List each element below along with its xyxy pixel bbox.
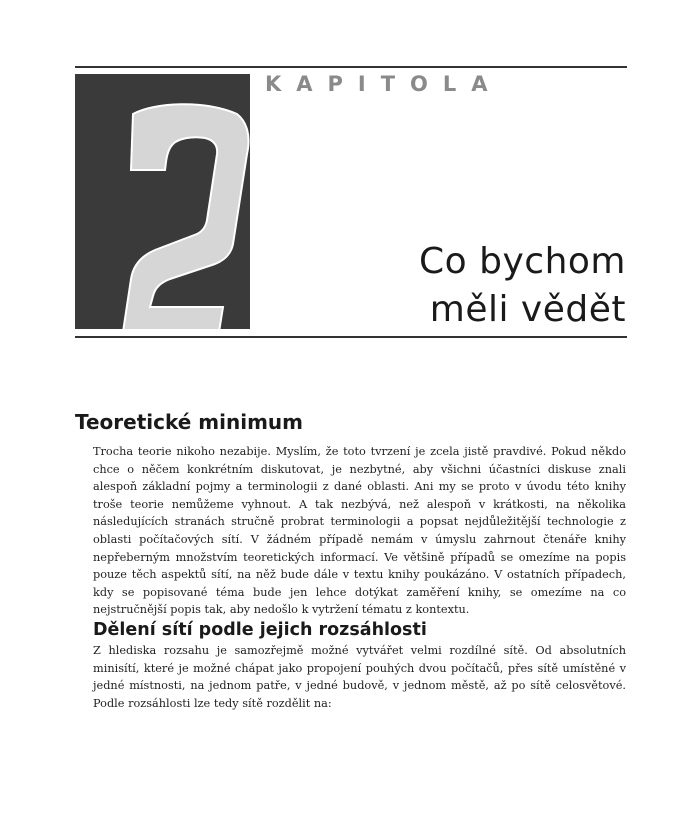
chapter-number	[75, 74, 250, 329]
bottom-rule	[75, 336, 627, 338]
chapter-label: KAPITOLA	[265, 72, 503, 96]
svg-text:2: 2	[75, 74, 76, 75]
chapter-title-line-1: Co bychom	[419, 241, 626, 282]
chapter-title-line-2: měli vědět	[429, 289, 626, 330]
top-rule	[75, 66, 627, 68]
chapter-title	[419, 238, 626, 334]
section-paragraph-theory: Trocha teorie nikoho nezabije. Myslím, že toto tvrzení je zcela jistě pravdivé. Pokud někdo chce o něčem konkrétním diskutovat, je nezbytné, aby všichni účastníci diskuse znali alespoň základní pojmy a terminologii z dané oblasti. Ani my se proto v úvodu této knihy troše teorie nemůžeme vyhnout. A tak nezbývá, než alespoň v krátkosti, na několika následujících stranách stručně probrat terminologii a popsat nejdůležitější technologie z oblasti počítačových sítí. V žádném případě nemám v úmyslu zahrnout čtenáře knihy nepřeberným množstvím teoretických informací. Ve většině případů se omezíme na popis pouze těch aspektů sítí, na něž bude dále v textu knihy poukázáno. V ostatních případech, kdy se popisované téma bude jen lehce dotýkat zaměření knihy, se omezíme na co nejstručnější popis tak, aby nedošlo k vytržení tématu z kontextu.	[93, 445, 626, 617]
section-paragraph-network-division: Z hlediska rozsahu je samozřejmě možné vytvářet velmi rozdílné sítě. Od absolutních minisítí, které je možné chápat jako propojení pouhých dvou počítačů, přes sítě umístěné v jedné místnosti, na jednom patře, v jedné budově, v jednom městě, až po sítě celosvětové. Podle rozsáhlosti lze tedy sítě rozdělit na:	[93, 644, 626, 710]
section-heading-network-division: Dělení sítí podle jejich rozsáhlosti	[93, 620, 427, 640]
chapter-number-glyph	[123, 104, 249, 329]
chapter-number-block	[75, 74, 250, 329]
section-heading-theory: Teoretické minimum	[75, 410, 303, 434]
